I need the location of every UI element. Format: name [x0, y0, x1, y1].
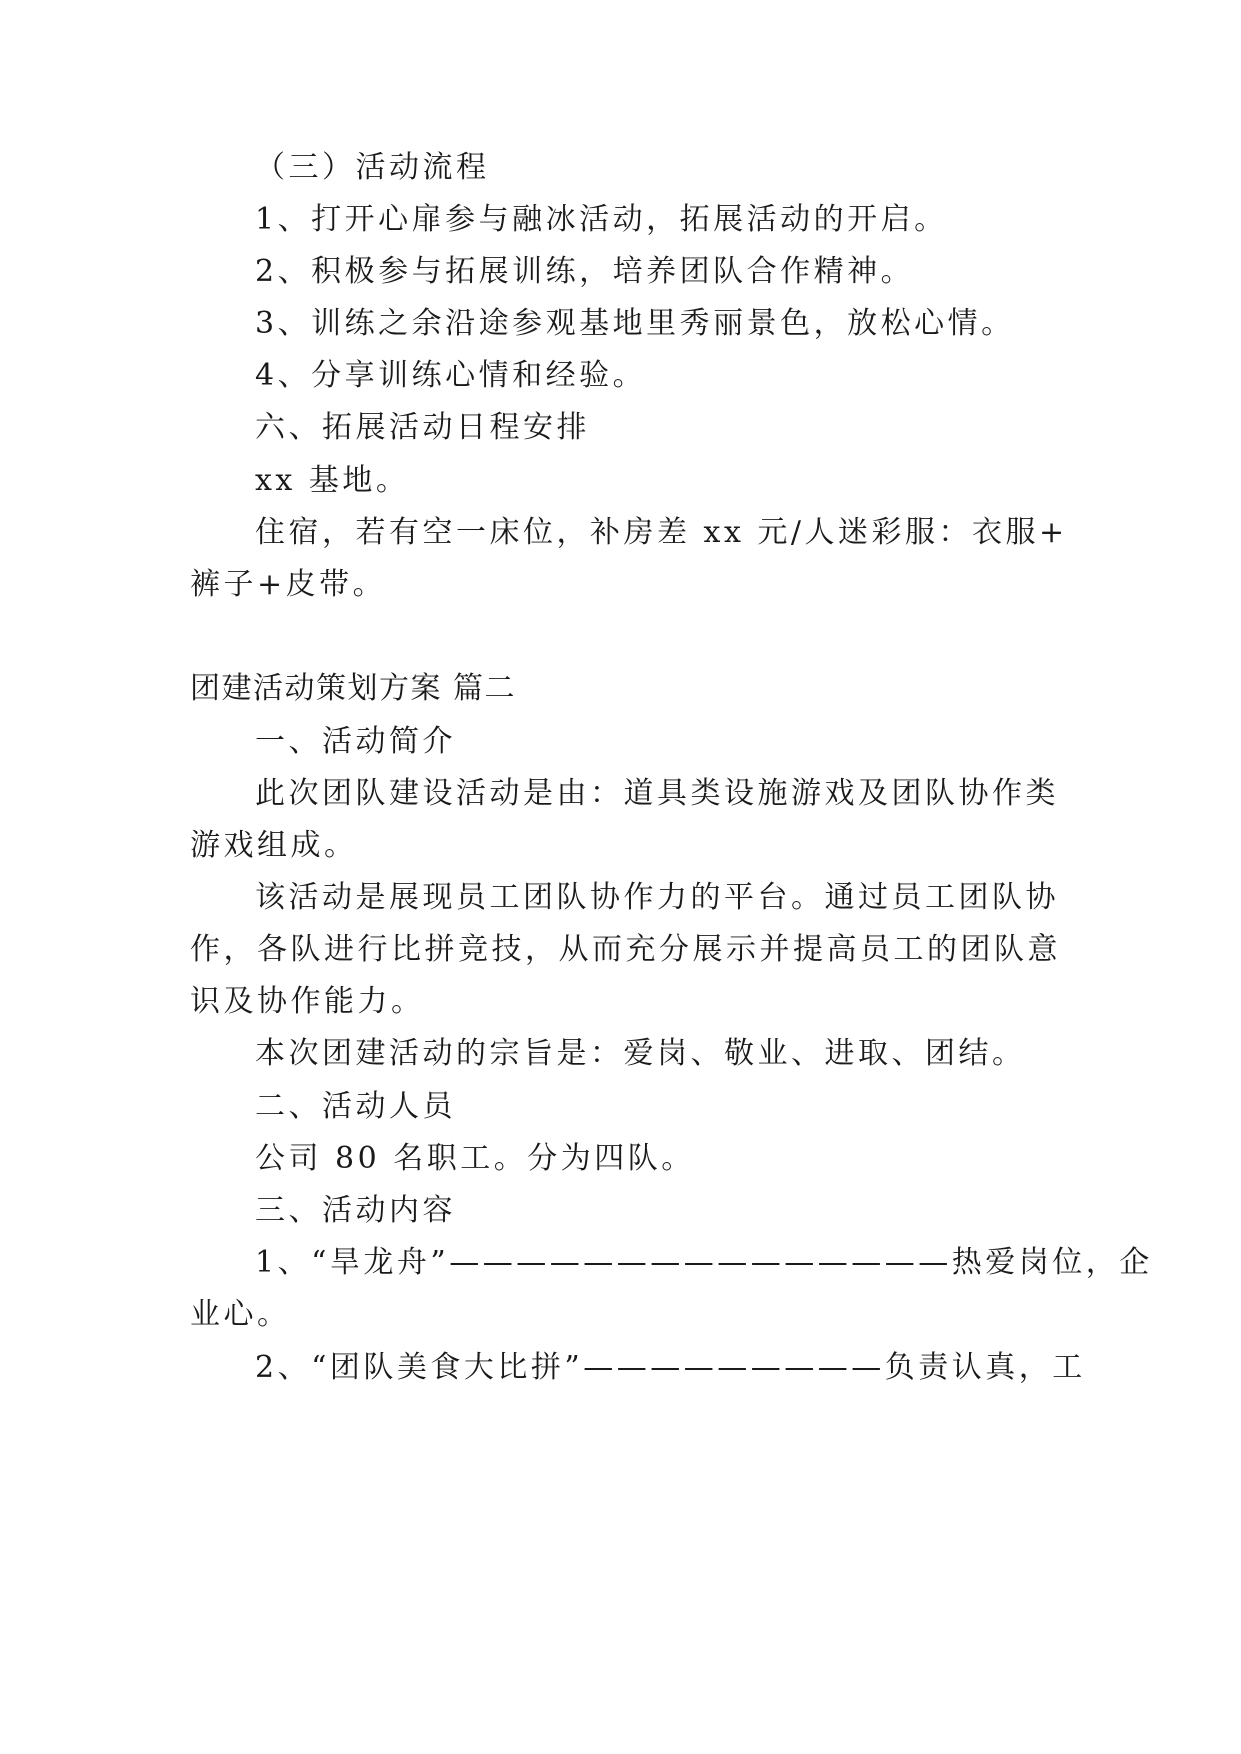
intro-paragraph-2-line-3: 识及协作能力。	[190, 984, 425, 1019]
intro-paragraph-2-line-1: 该活动是展现员工团队协作力的平台。通过员工团队协	[255, 880, 1059, 915]
intro-paragraph-2-line-2: 作，各队进行比拼竞技，从而充分展示并提高员工的团队意	[190, 932, 1061, 967]
intro-paragraph-1-line-2: 游戏组成。	[190, 828, 358, 863]
lodging-line-2: 裤子+皮带。	[190, 567, 387, 602]
process-step-4: 4、分享训练心情和经验。	[255, 358, 647, 393]
people-heading: 二、活动人员	[255, 1089, 456, 1124]
subheading-activity-process: （三）活动流程	[255, 150, 490, 185]
content-item-2-line-1: 2、“团队美食大比拼”—————————负责认真，工	[255, 1350, 1086, 1385]
process-step-3: 3、训练之余沿途参观基地里秀丽景色，放松心情。	[255, 306, 1015, 341]
content-item-1-line-1: 1、“旱龙舟”———————————————热爱岗位，企	[255, 1245, 1153, 1280]
process-step-2: 2、积极参与拓展训练，培养团队合作精神。	[255, 254, 915, 289]
section-title: 团建活动策划方案 篇二	[190, 671, 517, 706]
content-item-1-line-2: 业心。	[190, 1297, 291, 1332]
content-heading: 三、活动内容	[255, 1193, 456, 1228]
intro-heading: 一、活动简介	[255, 724, 456, 759]
lodging-line-1: 住宿，若有空一床位，补房差 xx 元/人迷彩服：衣服+	[255, 515, 1068, 550]
intro-paragraph-3: 本次团建活动的宗旨是：爱岗、敬业、进取、团结。	[255, 1036, 1026, 1071]
people-text: 公司 80 名职工。分为四队。	[255, 1141, 695, 1176]
process-step-1: 1、打开心扉参与融冰活动，拓展活动的开启。	[255, 202, 948, 237]
base-text: xx 基地。	[255, 463, 410, 498]
intro-paragraph-1-line-1: 此次团队建设活动是由：道具类设施游戏及团队协作类	[255, 776, 1059, 811]
schedule-heading: 六、拓展活动日程安排	[255, 410, 590, 445]
